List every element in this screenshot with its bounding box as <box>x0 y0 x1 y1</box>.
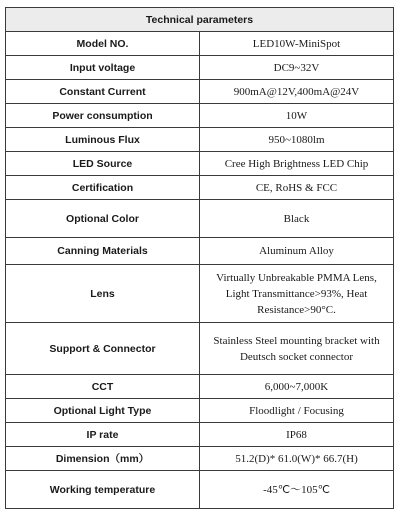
row-value: 6,000~7,000K <box>200 375 394 399</box>
table-row <box>6 200 394 238</box>
table-row <box>6 375 394 399</box>
table-row <box>6 399 394 423</box>
row-value: Cree High Brightness LED Chip <box>200 152 394 176</box>
row-value: Aluminum Alloy <box>200 238 394 265</box>
table-row <box>6 176 394 200</box>
row-value: DC9~32V <box>200 56 394 80</box>
row-value: CE, RoHS & FCC <box>200 176 394 200</box>
table-row <box>6 265 394 323</box>
row-value: 10W <box>200 104 394 128</box>
row-label: Certification <box>6 176 200 200</box>
table-row <box>6 128 394 152</box>
row-label: CCT <box>6 375 200 399</box>
table-row <box>6 80 394 104</box>
row-label: Dimension（mm） <box>6 447 200 471</box>
row-label: Canning Materials <box>6 238 200 265</box>
row-value: 950~1080lm <box>200 128 394 152</box>
row-value: LED10W-MiniSpot <box>200 32 394 56</box>
row-value: 900mA@12V,400mA@24V <box>200 80 394 104</box>
row-label: Working temperature <box>6 471 200 509</box>
row-label: LED Source <box>6 152 200 176</box>
row-label: Model NO. <box>6 32 200 56</box>
table-row <box>6 104 394 128</box>
row-value: Virtually Unbreakable PMMA Lens, Light Transmittance>93%, Heat Resistance>90°C. <box>200 265 394 323</box>
row-label: Optional Color <box>6 200 200 238</box>
row-value: 51.2(D)* 61.0(W)* 66.7(H) <box>200 447 394 471</box>
technical-parameters-table <box>5 7 394 509</box>
table-row <box>6 447 394 471</box>
row-label: Support & Connector <box>6 323 200 375</box>
row-label: Input voltage <box>6 56 200 80</box>
table-row <box>6 471 394 509</box>
table-row <box>6 32 394 56</box>
row-label: IP rate <box>6 423 200 447</box>
row-value: Black <box>200 200 394 238</box>
row-value: Stainless Steel mounting bracket with Deutsch socket connector <box>200 323 394 375</box>
row-label: Lens <box>6 265 200 323</box>
row-value: -45℃～105℃ <box>200 471 394 509</box>
table-row <box>6 238 394 265</box>
table-row <box>6 323 394 375</box>
row-label: Constant Current <box>6 80 200 104</box>
row-label: Optional Light Type <box>6 399 200 423</box>
row-label: Luminous Flux <box>6 128 200 152</box>
table-row <box>6 56 394 80</box>
row-value: IP68 <box>200 423 394 447</box>
table-row <box>6 152 394 176</box>
table-title: Technical parameters <box>6 8 394 32</box>
row-label: Power consumption <box>6 104 200 128</box>
row-value: Floodlight / Focusing <box>200 399 394 423</box>
table-title-row <box>6 8 394 32</box>
table-row <box>6 423 394 447</box>
